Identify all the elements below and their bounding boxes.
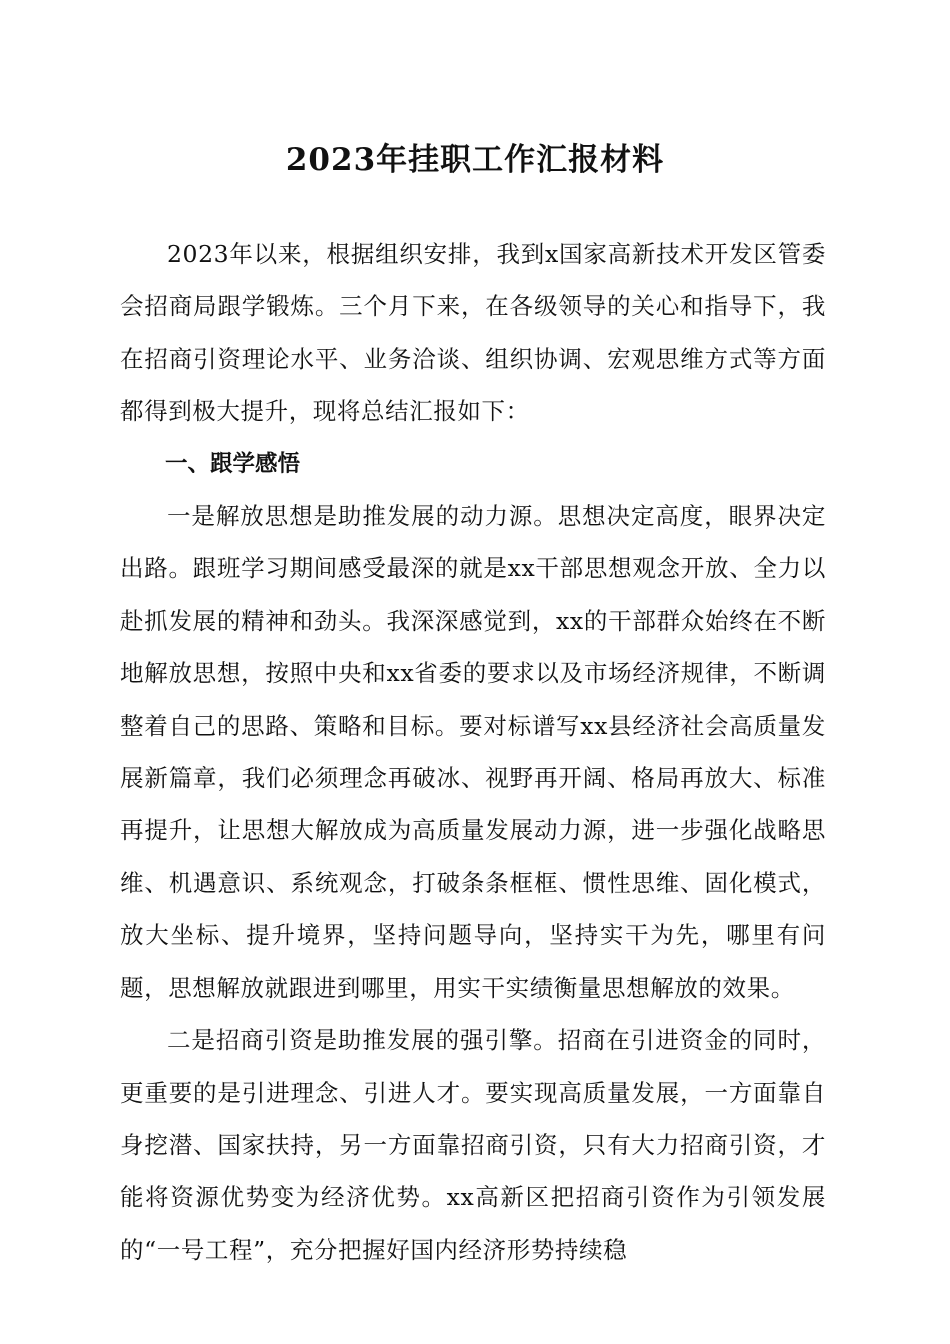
- document-body: [120, 228, 826, 1276]
- point-one-text: 思想决定高度，眼界决定出路。跟班学习期间感受最深的就是xx干部思想观念开放、全力以赴抓发展的精神和劲头。我深深感觉到，xx的干部群众始终在不断地解放思想，按照中央和xx省委的要求以及市场经济规律，不断调整着自己的思路、策略和目标。要对标谱写xx县经济社会高质量发展新篇章，我们必须理念再破冰、视野再开阔、格局再放大、标准再提升，让思想大解放成为高质量发展动力源，进一步强化战略思维、机遇意识、系统观念，打破条条框框、惯性思维、固化模式，放大坐标、提升境界，坚持问题导向，坚持实干为先，哪里有问题，思想解放就跟进到哪里，用实干实绩衡量思想解放的效果。: [120, 502, 826, 1002]
- point-one-paragraph: [120, 490, 826, 1014]
- point-two-lead: 二是招商引资是助推发展的强引擎。: [167, 1026, 558, 1055]
- point-two-text: 招商在引进资金的同时，更重要的是引进理念、引进人才。要实现高质量发展，一方面靠自身挖潜、国家扶持，另一方面靠招商引资，只有大力招商引资，才能将资源优势变为经济优势。xx高新区把招商引资作为引领发展的“一号工程”，充分把握好国内经济形势持续稳: [120, 1026, 826, 1264]
- section-heading: 一、跟学感悟: [165, 450, 301, 477]
- point-one-lead: 一是解放思想是助推发展的动力源。: [167, 502, 558, 531]
- point-two-paragraph: [120, 1014, 826, 1276]
- document-title: 2023年挂职工作汇报材料: [285, 142, 665, 178]
- intro-paragraph: 2023年以来，根据组织安排，我到x国家高新技术开发区管委会招商局跟学锻炼。三个月下来，在各级领导的关心和指导下，我在招商引资理论水平、业务洽谈、组织协调、宏观思维方式等方面都得到极大提升，现将总结汇报如下：: [120, 240, 826, 426]
